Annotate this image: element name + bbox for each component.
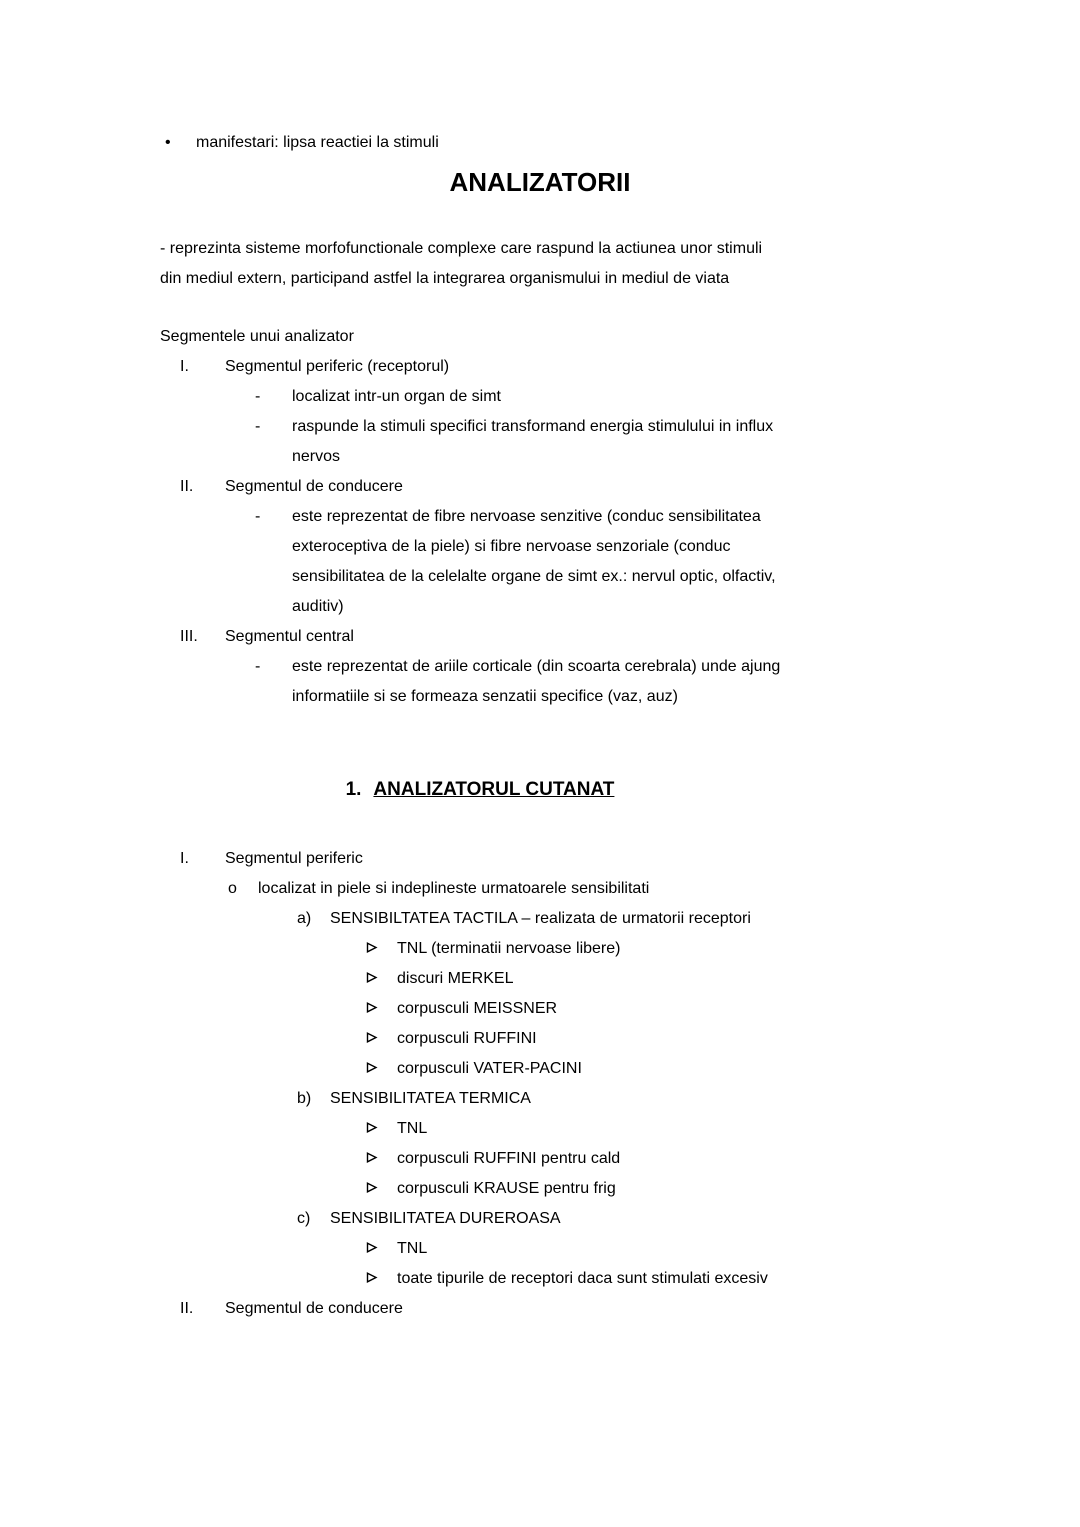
detail-line: este reprezentat de fibre nervoase senzitive (conduc sensibilitatea xyxy=(292,508,761,525)
group-letter: c) xyxy=(297,1210,311,1227)
sub-bullet-item xyxy=(228,874,920,904)
segment-numeral: II. xyxy=(180,1300,194,1317)
top-bullet-text: manifestari: lipsa reactiei la stimuli xyxy=(196,134,439,151)
receptor-text: corpusculi MEISSNER xyxy=(397,1000,558,1017)
segment-label: Segmentul de conducere xyxy=(225,1300,403,1317)
dash-marker: - xyxy=(255,658,261,675)
section-title: ANALIZATORUL CUTANAT xyxy=(373,779,615,800)
segment-detail-text xyxy=(292,382,920,412)
segment-item xyxy=(180,622,920,652)
detail-line: exteroceptiva de la piele) si fibre nervoase senzoriale (conduc xyxy=(292,538,731,555)
dash-marker: - xyxy=(255,508,261,525)
top-bullet-item xyxy=(165,128,920,158)
detail-line: sensibilitatea de la celelalte organe de simt ex.: nervul optic, olfactiv, xyxy=(292,568,776,585)
intro-line: - reprezinta sisteme morfofunctionale complexe care raspund la actiunea unor stimuli xyxy=(160,240,763,257)
receptor-item xyxy=(365,964,920,994)
detail-line: nervos xyxy=(292,448,341,465)
arrow-bullet-icon xyxy=(365,934,397,964)
intro-line: din mediul extern, participand astfel la integrarea organismului in mediul de viata xyxy=(160,270,730,287)
segment-label: Segmentul periferic xyxy=(225,850,363,867)
arrow-bullet-icon xyxy=(365,1054,397,1084)
arrow-bullet-icon xyxy=(365,1234,397,1264)
receptor-text: corpusculi RUFFINI xyxy=(397,1030,537,1047)
arrow-bullet-icon xyxy=(365,1024,397,1054)
group-letter: b) xyxy=(297,1090,312,1107)
segment-detail-text xyxy=(292,652,920,712)
segment-detail xyxy=(255,502,920,622)
receptor-item xyxy=(365,1264,920,1294)
segment-detail xyxy=(255,382,920,412)
group-letter: a) xyxy=(297,910,312,927)
arrow-bullet-icon xyxy=(365,1144,397,1174)
bullet-marker: • xyxy=(165,134,171,151)
arrow-bullet-icon xyxy=(365,994,397,1024)
sensibility-group xyxy=(297,1084,920,1114)
segment-item xyxy=(180,472,920,502)
arrow-bullet-icon xyxy=(365,1114,397,1144)
receptor-item xyxy=(365,994,920,1024)
segment-detail xyxy=(255,412,920,472)
detail-line: este reprezentat de ariile corticale (din scoarta cerebrala) unde ajung xyxy=(292,658,781,675)
sensibility-group xyxy=(297,904,920,934)
receptor-text: corpusculi RUFFINI pentru cald xyxy=(397,1150,621,1167)
receptor-text: corpusculi VATER-PACINI xyxy=(397,1060,582,1077)
segment-numeral: I. xyxy=(180,850,189,867)
segment-detail xyxy=(255,652,920,712)
arrow-bullet-icon xyxy=(365,964,397,994)
receptor-text: toate tipurile de receptori daca sunt stimulati excesiv xyxy=(397,1270,768,1287)
receptor-item xyxy=(365,1234,920,1264)
segment-label: Segmentul de conducere xyxy=(225,478,403,495)
group-label: SENSIBILITATEA DUREROASA xyxy=(330,1210,561,1227)
receptor-text: TNL xyxy=(397,1240,428,1257)
segment-numeral: III. xyxy=(180,628,198,645)
segment-detail-text xyxy=(292,502,920,622)
group-label: SENSIBILITATEA TERMICA xyxy=(330,1090,531,1107)
detail-line: informatiile si se formeaza senzatii specifice (vaz, auz) xyxy=(292,688,678,705)
sensibility-group xyxy=(297,1204,920,1234)
segment-label: Segmentul periferic (receptorul) xyxy=(225,358,450,375)
circle-bullet-marker: o xyxy=(228,880,237,897)
receptor-text: discuri MERKEL xyxy=(397,970,514,987)
arrow-bullet-icon xyxy=(365,1174,397,1204)
receptor-item xyxy=(365,1174,920,1204)
dash-marker: - xyxy=(255,418,261,435)
segment-item xyxy=(180,352,920,382)
detail-line: localizat intr-un organ de simt xyxy=(292,388,501,405)
segment-label: Segmentul central xyxy=(225,628,354,645)
sub-bullet-text: localizat in piele si indeplineste urmatoarele sensibilitati xyxy=(258,880,650,897)
cutanat-list xyxy=(160,844,920,1324)
receptor-text: TNL (terminatii nervoase libere) xyxy=(397,940,621,957)
dash-marker: - xyxy=(255,388,261,405)
receptor-item xyxy=(365,1144,920,1174)
analyzer-segments xyxy=(160,352,920,712)
receptor-item xyxy=(365,1114,920,1144)
segment-item xyxy=(180,1294,920,1324)
receptor-item xyxy=(365,1024,920,1054)
receptor-item xyxy=(365,1054,920,1084)
segment-detail-text xyxy=(292,412,920,472)
intro-paragraph xyxy=(160,234,920,294)
detail-line: auditiv) xyxy=(292,598,344,615)
receptor-text: corpusculi KRAUSE pentru frig xyxy=(397,1180,616,1197)
detail-line: raspunde la stimuli specifici transformand energia stimulului in influx xyxy=(292,418,774,435)
segment-numeral: II. xyxy=(180,478,194,495)
document-title: ANALIZATORII xyxy=(449,167,631,197)
arrow-bullet-icon xyxy=(365,1264,397,1294)
receptor-item xyxy=(365,934,920,964)
section-heading xyxy=(160,774,800,806)
receptor-text: TNL xyxy=(397,1120,428,1137)
segments-heading: Segmentele unui analizator xyxy=(160,328,354,345)
segment-item xyxy=(180,844,920,874)
segment-numeral: I. xyxy=(180,358,189,375)
group-label: SENSIBILTATEA TACTILA – realizata de urmatorii receptori xyxy=(330,910,751,927)
section-number: 1. xyxy=(345,779,362,800)
